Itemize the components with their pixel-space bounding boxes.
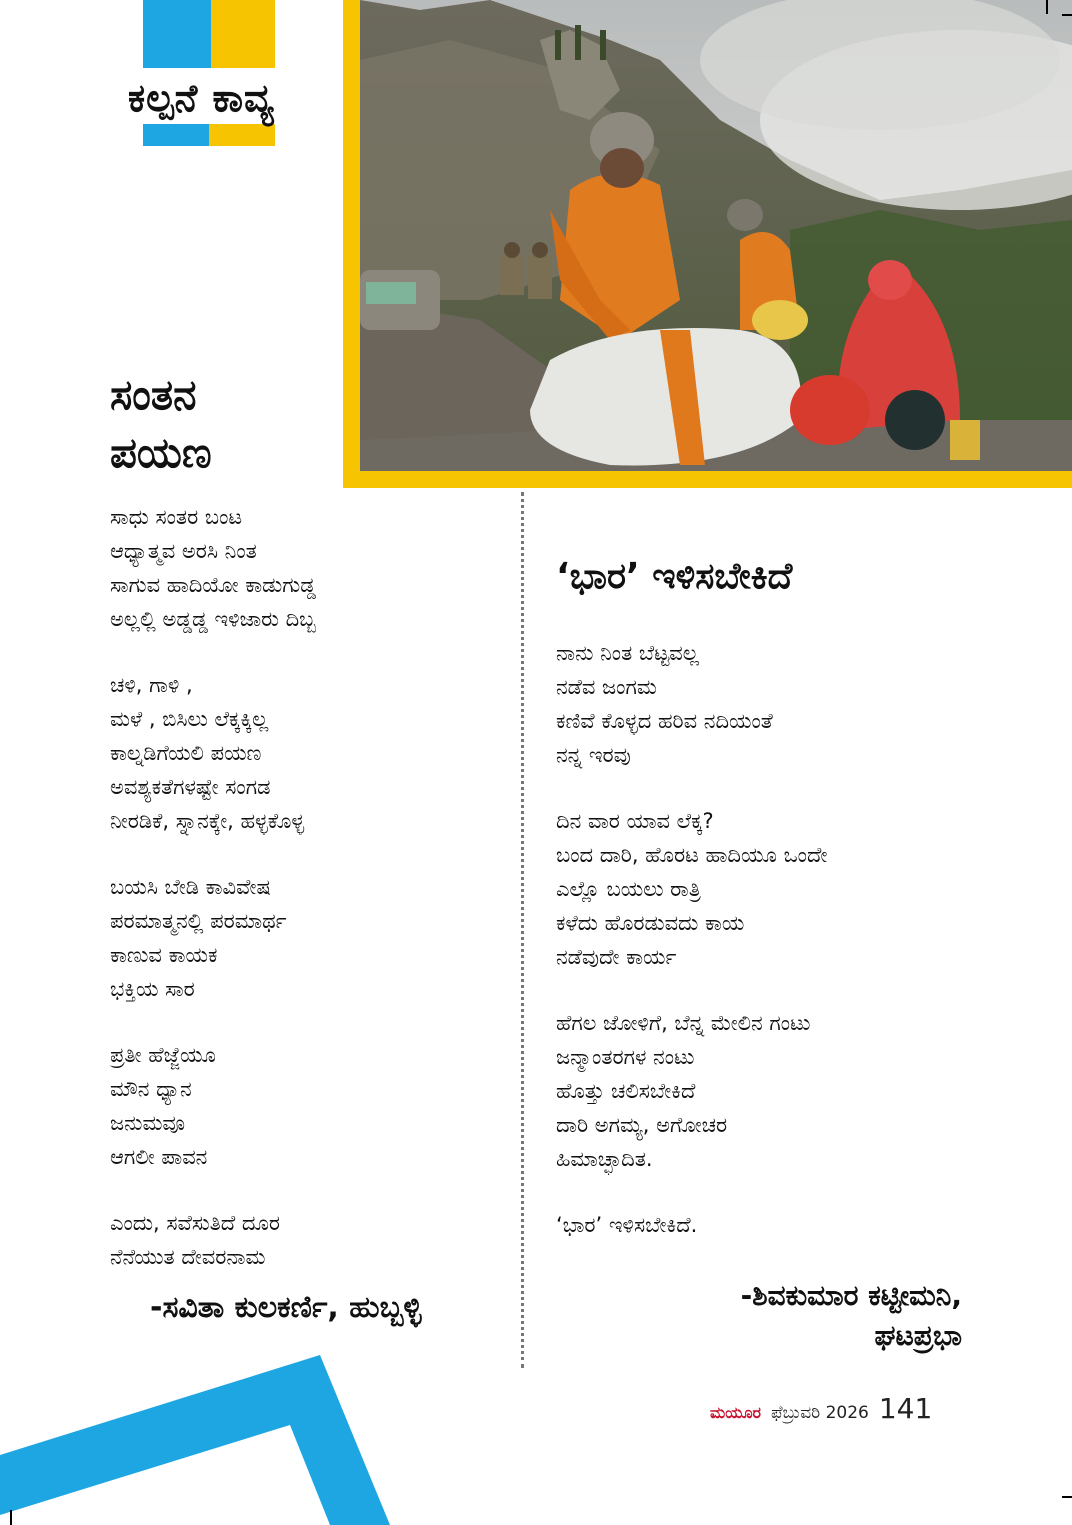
poem1-line: ಬಯಸಿ ಬೇಡಿ ಕಾವಿವೇಷ [110, 875, 271, 899]
poem1-line: ಸಾಗುವ ಹಾದಿಯೋ ಕಾಡುಗುಡ್ಡ [110, 573, 316, 597]
poem1-line: ಅಲ್ಲಲ್ಲಿ ಅಡ್ಡಡ್ಡ ಇಳಿಜಾರು ದಿಬ್ಬ [110, 607, 316, 631]
poem2-stanza [556, 804, 1036, 974]
crop-mark [1062, 1496, 1072, 1498]
section-tag-blue-block [143, 0, 213, 68]
page-footer [710, 1392, 932, 1425]
poem2-line: ನಡೆವ ಜಂಗಮ [556, 675, 657, 699]
poem2-stanza [556, 636, 1036, 772]
poem2-body [556, 636, 1036, 1274]
crop-mark [1046, 0, 1048, 14]
poem2-line: ಹೆಗಲ ಜೋಳಿಗೆ, ಬೆನ್ನ ಮೇಲಿನ ಗಂಟು [556, 1011, 811, 1035]
poem1-line: ನೀರಡಿಕೆ, ಸ್ನಾನಕ್ಕೇ, ಹಳ್ಳಕೊಳ್ಳ [110, 809, 305, 833]
poem1-stanza [110, 870, 500, 1006]
poem1-line: ಎಂದು, ಸವೆಸುತಿದೆ ದೂರ [110, 1211, 280, 1235]
poem1-line: ಮೌನ ಧ್ಯಾನ [110, 1077, 192, 1101]
section-tag-blue-underline [143, 124, 209, 146]
poem1-title [110, 366, 212, 482]
column-divider [521, 492, 524, 1368]
poem2-line: ನಡೆವುದೇ ಕಾರ್ಯ [556, 945, 677, 969]
poem1-body [110, 500, 500, 1306]
crop-mark [1062, 14, 1072, 16]
poem1-line: ಪರಮಾತ್ಮನಲ್ಲಿ ಪರಮಾರ್ಥ [110, 909, 287, 933]
poem1-stanza [110, 500, 500, 636]
poem2-line: ಎಲ್ಲೊ ಬಯಲು ರಾತ್ರಿ [556, 877, 701, 901]
pilgrims-photo [360, 0, 1072, 471]
poem2-line: ಬಂದ ದಾರಿ, ಹೊರಟ ಹಾದಿಯೂ ಒಂದೇ [556, 843, 828, 867]
magazine-brand: ಮಯೂರ [710, 1403, 762, 1422]
poem2-line: ಹೊತ್ತು ಚಲಿಸಬೇಕಿದೆ [556, 1079, 696, 1103]
section-title: ಕಲ್ಪನೆ ಕಾವ್ಯ [128, 76, 275, 120]
issue-date: ಫೆಬ್ರುವರಿ 2026 [771, 1403, 869, 1423]
poem1-title-line2: ಪಯಣ [110, 428, 212, 477]
poem1-line: ನೆನೆಯುತ ದೇವರನಾಮ [110, 1245, 266, 1269]
poem2-line: ಕಣಿವೆ ಕೊಳ್ಳದ ಹರಿವ ನದಿಯಂತೆ [556, 709, 773, 733]
poem1-line: ಕಾಲ್ನಡಿಗೆಯಲಿ ಪಯಣ [110, 741, 262, 765]
poem2-stanza [556, 1006, 1036, 1176]
poem1-stanza [110, 1038, 500, 1174]
poem1-line: ಆಗಲೀ ಪಾವನ [110, 1145, 208, 1169]
poem2-line: ನಾನು ನಿಂತ ಬೆಟ್ಟವಲ್ಲ [556, 641, 699, 665]
poem2-line: ದಿನ ವಾರ ಯಾವ ಲೆಕ್ಕ? [556, 809, 714, 833]
poem1-title-line1: ಸಂತನ [110, 370, 197, 419]
poem1-line: ಭಕ್ತಿಯ ಸಾರ [110, 977, 195, 1001]
decorative-blue-shape [0, 1355, 400, 1525]
poem2-line: ‘ಭಾರ’ ಇಳಿಸಬೇಕಿದೆ. [556, 1213, 698, 1237]
poem2-line: ಜನ್ಮಾಂತರಗಳ ನಂಟು [556, 1045, 695, 1069]
section-tag-yellow-block [211, 0, 275, 68]
crop-mark [10, 1510, 12, 1525]
poem1-line: ಕಾಣುವ ಕಾಯಕ [110, 943, 218, 967]
poem1-line: ಸಾಧು ಸಂತರ ಬಂಟ [110, 505, 243, 529]
section-tag-yellow-underline [209, 124, 275, 146]
poem1-stanza [110, 1206, 500, 1274]
poem1-line: ಅವಶ್ಯಕತೆಗಳಷ್ಟೇ ಸಂಗಡ [110, 775, 271, 799]
poem2-line: ದಾರಿ ಅಗಮ್ಯ, ಅಗೋಚರ [556, 1113, 728, 1137]
poem1-line: ಮಳೆ , ಬಿಸಿಲು ಲೆಕ್ಕಕ್ಕಿಲ್ಲ [110, 707, 269, 731]
poem1-line: ಜನುಮವೂ [110, 1111, 186, 1135]
poem2-title: ‘ಭಾರ’ ಇಳಿಸಬೇಕಿದೆ [556, 556, 793, 597]
poem1-line: ಆಧ್ಯಾತ್ಮವ ಅರಸಿ ನಿಂತ [110, 539, 257, 563]
poem1-author: -ಸವಿತಾ ಕುಲಕರ್ಣಿ, ಹುಬ್ಬಳ್ಳಿ [150, 1290, 422, 1325]
poem2-author-place: ಘಟಪ್ರಭಾ [874, 1319, 962, 1352]
poem1-line: ಪ್ರತೀ ಹೆಜ್ಜೆಯೂ [110, 1043, 216, 1067]
poem2-line: ನನ್ನ ಇರವು [556, 743, 631, 767]
poem2-author-name: -ಶಿವಕುಮಾರ ಕಟ್ಟೀಮನಿ, [740, 1279, 962, 1312]
poem2-author [600, 1276, 962, 1356]
poem2-stanza [556, 1208, 1036, 1242]
poem2-line: ಕಳೆದು ಹೊರಡುವದು ಕಾಯ [556, 911, 745, 935]
poem1-stanza [110, 668, 500, 838]
poem1-line: ಚಳಿ, ಗಾಳಿ , [110, 673, 193, 697]
poem2-line: ಹಿಮಾಚ್ಛಾದಿತ. [556, 1147, 653, 1171]
page-number: 141 [878, 1392, 933, 1425]
